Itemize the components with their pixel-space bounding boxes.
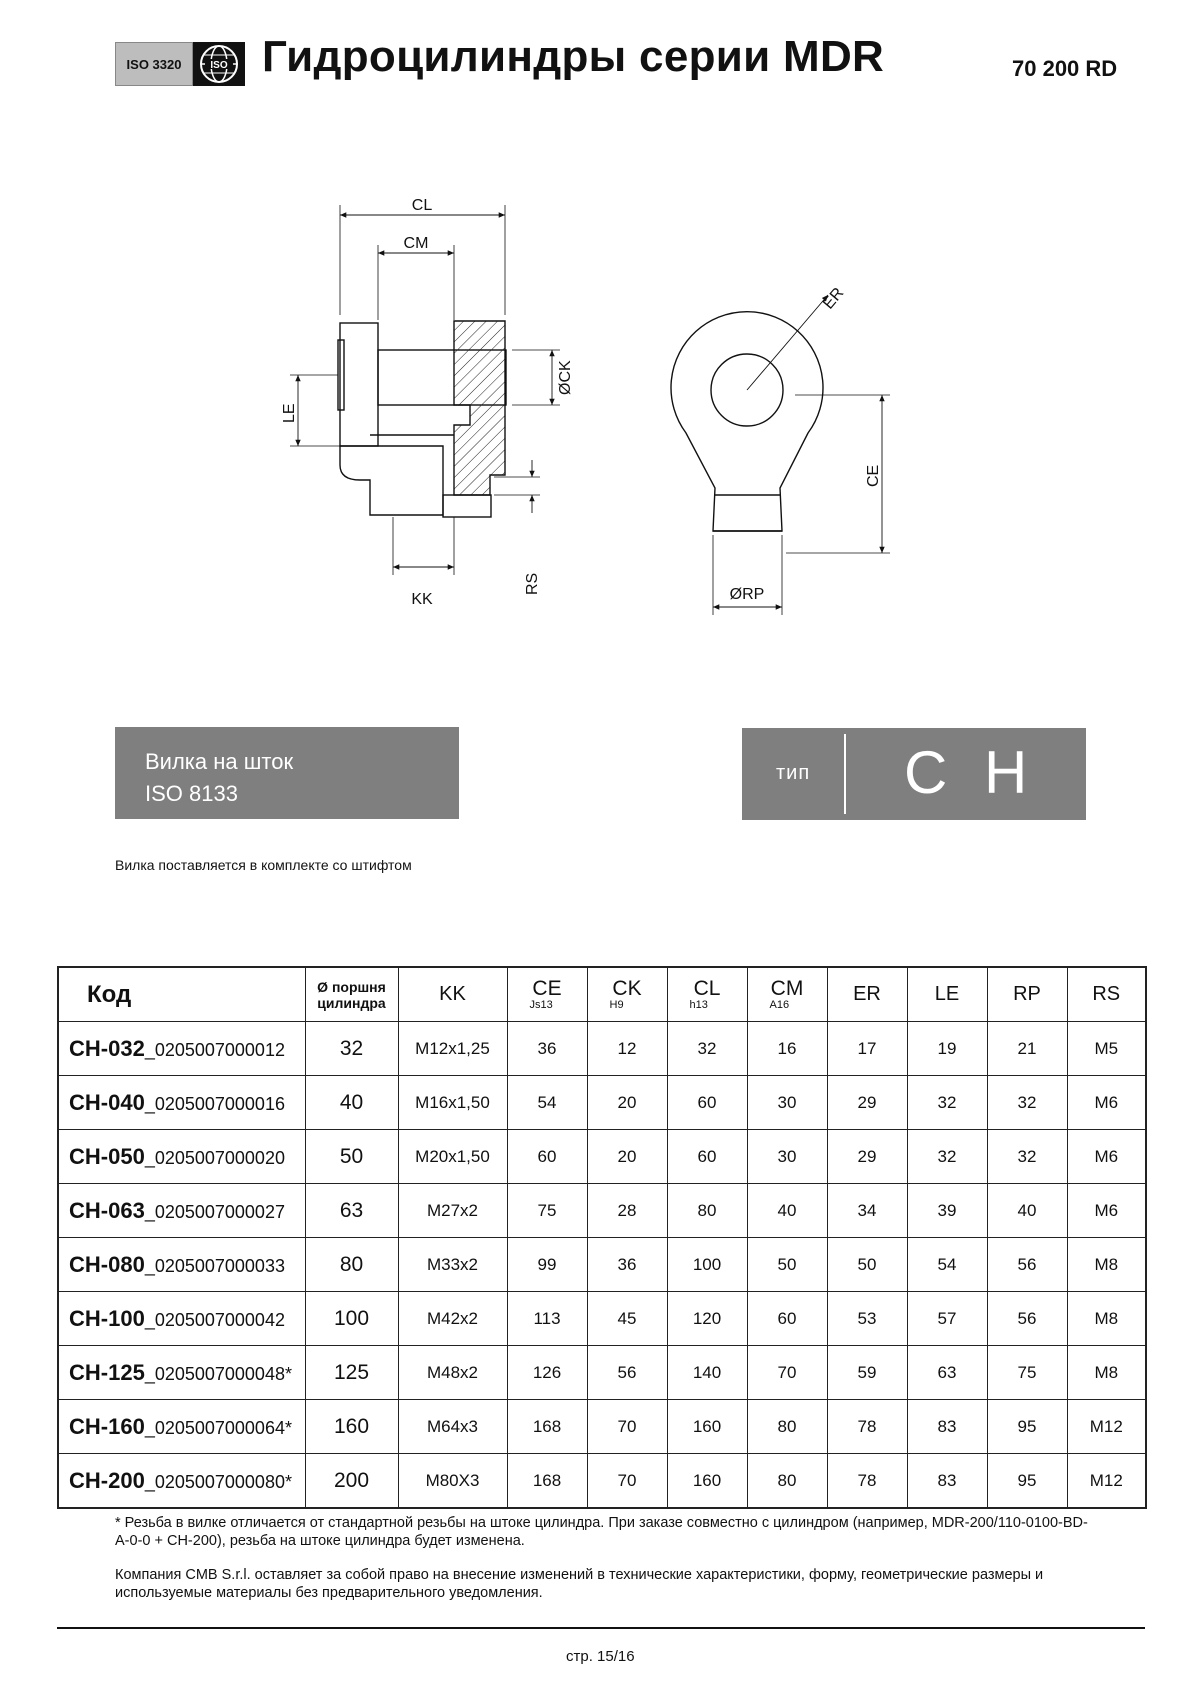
fork-section xyxy=(454,321,505,495)
cell-ck: 70 xyxy=(587,1454,667,1509)
cell-kk: M42x2 xyxy=(398,1292,507,1346)
cell-le: 83 xyxy=(907,1454,987,1509)
cell-le: 19 xyxy=(907,1022,987,1076)
cell-cl: 80 xyxy=(667,1184,747,1238)
iso-globe-logo-icon xyxy=(193,42,245,86)
cell-code xyxy=(58,1130,305,1184)
disclaimer: Компания CMB S.r.l. оставляет за собой право на внесение изменений в технические характеристики, форму, геометрические размеры и используемые материалы без предварительного уведомления. xyxy=(115,1567,1044,1601)
table-header-row xyxy=(58,967,1146,1022)
cell-kk: M64x3 xyxy=(398,1400,507,1454)
dim-label-er: ER xyxy=(820,284,848,313)
product-code: CH-080 xyxy=(69,1251,145,1277)
cell-er: 59 xyxy=(827,1346,907,1400)
product-code: CH-040 xyxy=(69,1089,145,1115)
cell-cm: 40 xyxy=(747,1184,827,1238)
article-number: _0205007000012 xyxy=(144,1039,285,1060)
cell-ce: 75 xyxy=(507,1184,587,1238)
header-ce xyxy=(507,967,587,1022)
cell-ce: 113 xyxy=(507,1292,587,1346)
cell-er: 78 xyxy=(827,1454,907,1509)
header-kk: KK xyxy=(398,967,507,1022)
cell-piston: 100 xyxy=(305,1292,398,1346)
cell-ck: 20 xyxy=(587,1130,667,1184)
front-view xyxy=(671,295,890,615)
product-name: Вилка на шток xyxy=(145,749,294,774)
dim-label-ce: CE xyxy=(865,464,882,487)
cell-rp: 32 xyxy=(987,1076,1067,1130)
dim-label-kk: KK xyxy=(411,591,433,608)
cell-rp: 21 xyxy=(987,1022,1067,1076)
cell-cl: 140 xyxy=(667,1346,747,1400)
cell-cm: 50 xyxy=(747,1238,827,1292)
cell-ck: 12 xyxy=(587,1022,667,1076)
header-cm-label: CM xyxy=(770,977,804,1000)
header-cl-label: CL xyxy=(693,977,721,1000)
cell-piston: 125 xyxy=(305,1346,398,1400)
cell-er: 78 xyxy=(827,1400,907,1454)
header-ck-label: CK xyxy=(612,977,642,1000)
pin-head xyxy=(340,323,378,446)
article-number: _0205007000020 xyxy=(144,1147,285,1168)
iso-logo-text: ISO xyxy=(210,60,228,71)
cell-cl: 100 xyxy=(667,1238,747,1292)
header-er: ER xyxy=(827,967,907,1022)
cell-code xyxy=(58,1238,305,1292)
cell-le: 63 xyxy=(907,1346,987,1400)
cell-rs: M8 xyxy=(1067,1292,1146,1346)
cell-le: 39 xyxy=(907,1184,987,1238)
type-value: C H xyxy=(904,739,1038,806)
cell-kk: M16x1,50 xyxy=(398,1076,507,1130)
dim-label-cm: CM xyxy=(403,235,429,252)
cell-er: 29 xyxy=(827,1076,907,1130)
cell-rp: 56 xyxy=(987,1292,1067,1346)
cell-code xyxy=(58,1184,305,1238)
type-divider xyxy=(844,734,846,814)
cell-cl: 60 xyxy=(667,1130,747,1184)
article-number: _0205007000064* xyxy=(144,1417,292,1438)
header-ce-label: CE xyxy=(532,977,562,1000)
header-cm xyxy=(747,967,827,1022)
cell-piston: 50 xyxy=(305,1130,398,1184)
dim-label-rp: ØRP xyxy=(729,586,765,603)
delivery-note: Вилка поставляется в комплекте со штифтом xyxy=(115,857,412,873)
header-rp: RP xyxy=(987,967,1067,1022)
cell-piston: 32 xyxy=(305,1022,398,1076)
cell-code xyxy=(58,1292,305,1346)
footnote: * Резьба в вилке отличается от стандартной резьбы на штоке цилиндра. При заказе совместно с цилиндром (например, MDR-200/110-0100-BD-A-0-0 + CH-200), резьба на штоке цилиндра будет изменена. xyxy=(115,1515,1088,1549)
product-code: CH-032 xyxy=(69,1035,145,1061)
table-row xyxy=(58,1076,1146,1130)
header-piston xyxy=(305,967,398,1022)
cell-cl: 160 xyxy=(667,1400,747,1454)
cell-code xyxy=(58,1076,305,1130)
article-number: _0205007000042 xyxy=(144,1309,285,1330)
product-code: CH-100 xyxy=(69,1305,145,1331)
table-row xyxy=(58,1022,1146,1076)
header-cl xyxy=(667,967,747,1022)
cell-rp: 32 xyxy=(987,1130,1067,1184)
header-rs: RS xyxy=(1067,967,1146,1022)
cell-rp: 56 xyxy=(987,1238,1067,1292)
fork-body xyxy=(340,446,443,515)
cell-piston: 200 xyxy=(305,1454,398,1509)
cell-ce: 36 xyxy=(507,1022,587,1076)
cell-kk: M27x2 xyxy=(398,1184,507,1238)
cell-ck: 56 xyxy=(587,1346,667,1400)
cell-er: 53 xyxy=(827,1292,907,1346)
cell-cl: 120 xyxy=(667,1292,747,1346)
header-code: Код xyxy=(58,967,305,1022)
cell-piston: 63 xyxy=(305,1184,398,1238)
cell-kk: M48x2 xyxy=(398,1346,507,1400)
cell-rs: M6 xyxy=(1067,1184,1146,1238)
header-piston-line2: цилиндра xyxy=(317,994,386,1011)
header-piston-line1: Ø поршня xyxy=(317,978,386,995)
side-view xyxy=(290,205,560,575)
cell-cm: 80 xyxy=(747,1454,827,1509)
cell-kk: M80X3 xyxy=(398,1454,507,1509)
cell-le: 83 xyxy=(907,1400,987,1454)
article-number: _0205007000027 xyxy=(144,1201,285,1222)
cell-ce: 168 xyxy=(507,1400,587,1454)
cell-code xyxy=(58,1346,305,1400)
table-row xyxy=(58,1346,1146,1400)
cell-er: 50 xyxy=(827,1238,907,1292)
cell-rp: 95 xyxy=(987,1454,1067,1509)
product-code: CH-125 xyxy=(69,1359,145,1385)
document-code: 70 200 RD xyxy=(1012,56,1118,81)
table-row xyxy=(58,1184,1146,1238)
footer-divider xyxy=(57,1627,1145,1629)
cell-kk: M33x2 xyxy=(398,1238,507,1292)
cell-cl: 160 xyxy=(667,1454,747,1509)
spec-table xyxy=(57,966,1147,1509)
header-cl-tolerance: h13 xyxy=(689,999,708,1011)
cell-code xyxy=(58,1022,305,1076)
iso-badge xyxy=(115,42,245,86)
cell-cm: 30 xyxy=(747,1130,827,1184)
technical-drawing xyxy=(250,195,910,635)
cell-rs: M12 xyxy=(1067,1400,1146,1454)
cell-ck: 45 xyxy=(587,1292,667,1346)
cell-ce: 54 xyxy=(507,1076,587,1130)
cell-rs: M6 xyxy=(1067,1130,1146,1184)
page-number: стр. 15/16 xyxy=(566,1648,635,1665)
product-name-panel xyxy=(115,727,459,819)
dim-label-cl: CL xyxy=(411,197,433,214)
product-standard: ISO 8133 xyxy=(145,781,238,806)
dim-label-ck: ØCK xyxy=(557,360,574,395)
cell-cm: 30 xyxy=(747,1076,827,1130)
article-number: _0205007000033 xyxy=(144,1255,285,1276)
cell-cm: 16 xyxy=(747,1022,827,1076)
cell-rs: M8 xyxy=(1067,1238,1146,1292)
cell-piston: 80 xyxy=(305,1238,398,1292)
product-code: CH-063 xyxy=(69,1197,145,1223)
table-row xyxy=(58,1454,1146,1509)
cell-er: 17 xyxy=(827,1022,907,1076)
page-title: Гидроцилиндры серии MDR xyxy=(262,32,885,81)
cell-piston: 160 xyxy=(305,1400,398,1454)
iso-standard-label: ISO 3320 xyxy=(115,42,193,86)
cell-kk: M20x1,50 xyxy=(398,1130,507,1184)
cell-ck: 70 xyxy=(587,1400,667,1454)
cell-ck: 20 xyxy=(587,1076,667,1130)
product-code: CH-200 xyxy=(69,1467,145,1493)
article-number: _0205007000048* xyxy=(144,1363,292,1384)
cell-er: 34 xyxy=(827,1184,907,1238)
product-code: CH-050 xyxy=(69,1143,145,1169)
cell-ce: 126 xyxy=(507,1346,587,1400)
cell-ce: 168 xyxy=(507,1454,587,1509)
cell-er: 29 xyxy=(827,1130,907,1184)
table-row xyxy=(58,1130,1146,1184)
cell-cm: 70 xyxy=(747,1346,827,1400)
cell-kk: M12x1,25 xyxy=(398,1022,507,1076)
cell-code xyxy=(58,1400,305,1454)
table-row xyxy=(58,1400,1146,1454)
cell-le: 57 xyxy=(907,1292,987,1346)
type-panel xyxy=(742,728,1086,820)
cell-rs: M6 xyxy=(1067,1076,1146,1130)
cell-le: 32 xyxy=(907,1130,987,1184)
cell-piston: 40 xyxy=(305,1076,398,1130)
type-label: тип xyxy=(776,762,811,784)
cell-rs: M12 xyxy=(1067,1454,1146,1509)
cell-cm: 60 xyxy=(747,1292,827,1346)
header-ck-tolerance: H9 xyxy=(609,999,624,1011)
header-ck xyxy=(587,967,667,1022)
table-row xyxy=(58,1292,1146,1346)
cell-rp: 95 xyxy=(987,1400,1067,1454)
cell-rs: M5 xyxy=(1067,1022,1146,1076)
cell-cl: 60 xyxy=(667,1076,747,1130)
cell-rp: 40 xyxy=(987,1184,1067,1238)
cell-ck: 28 xyxy=(587,1184,667,1238)
dim-label-le: LE xyxy=(281,403,298,423)
cell-cl: 32 xyxy=(667,1022,747,1076)
product-code: CH-160 xyxy=(69,1413,145,1439)
article-number: _0205007000080* xyxy=(144,1471,292,1492)
cell-rs: M8 xyxy=(1067,1346,1146,1400)
cell-le: 32 xyxy=(907,1076,987,1130)
table-row xyxy=(58,1238,1146,1292)
header-ce-tolerance: Js13 xyxy=(529,999,553,1011)
cell-le: 54 xyxy=(907,1238,987,1292)
cell-ck: 36 xyxy=(587,1238,667,1292)
dim-label-rs: RS xyxy=(524,572,541,595)
header-cm-tolerance: A16 xyxy=(769,999,790,1011)
cell-ce: 60 xyxy=(507,1130,587,1184)
header-le: LE xyxy=(907,967,987,1022)
cell-code xyxy=(58,1454,305,1509)
cell-ce: 99 xyxy=(507,1238,587,1292)
article-number: _0205007000016 xyxy=(144,1093,285,1114)
fork-eye-outline xyxy=(671,312,823,531)
cell-rp: 75 xyxy=(987,1346,1067,1400)
cell-cm: 80 xyxy=(747,1400,827,1454)
